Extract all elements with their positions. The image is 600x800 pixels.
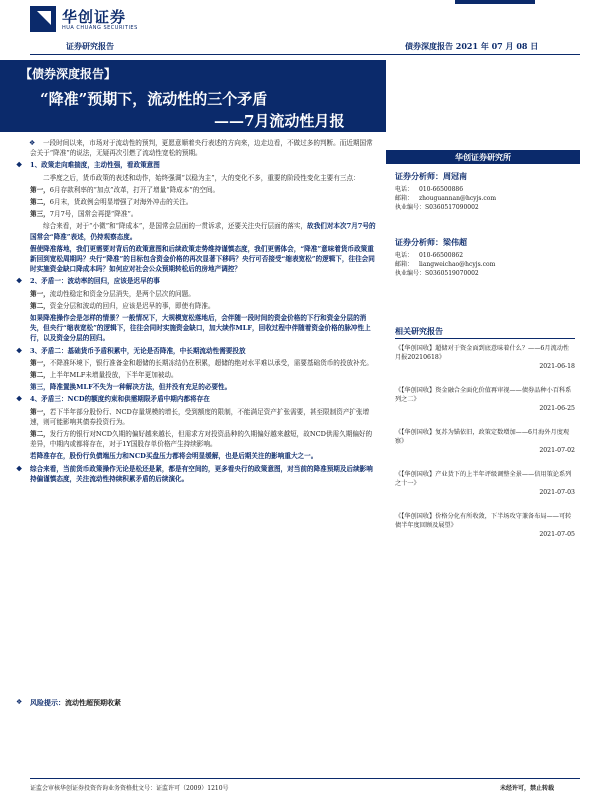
title-block (0, 60, 386, 132)
related-report-item[interactable]: 《【华创国收】复苏为锚依旧，政策定数增加——6月海外月度观察》 2021-07-02 (395, 429, 575, 454)
paragraph: 第一，若下半年部分股份行、NCD存量规模的增长，受到额度的限制，不能满足资产扩张需要，甚至限制资产扩张增速，则可能影响其债券投资行为。 (30, 407, 370, 426)
paragraph: 第二，上半年MLF未增量投放，下半年更加被动。 (30, 371, 178, 380)
top-tab-decoration (455, 0, 535, 4)
paragraph: 第一，不降准环境下，银行准备金和超储的长期冻结仍在积累，超储的绝对水平难以承受，需要基础货币的投放补充。 (30, 358, 373, 367)
main-body (16, 138, 378, 486)
related-report-item[interactable]: 《【华创国收】价格分化有所收敛，下半场攻守兼备布局——可转债半年度回顾及展望》 2021-07-05 (395, 513, 575, 538)
analyst-email[interactable]: 邮箱： zhouguannan@hcyjs.com (395, 195, 497, 202)
footer-license: 证监会审核华创证券投资咨询业务资格批文号：证监许可（2009）1210号 (30, 785, 229, 792)
footer-copyright: 未经许可，禁止转载 (500, 785, 555, 792)
paragraph: 第三，7月7号，国常会再提“降准”。 (30, 210, 138, 219)
paragraph: 假使降准落地，我们更需要对背后的政策意图和后续政策走势维持谨慎态度，我们更需体会，“降准”意味着货币政策重新回到宽松周期吗？央行“降准”的目标包含资金价格的再次显著下移吗？央行可否接受“缩表宽松”的逻辑下，往往会同时实施资金缺口降成本吗？如何应对社会公众预期转松后的房地产调控？ (30, 244, 375, 274)
paragraph: 二季度之后，货币政策的表述和动作，始终强调“以稳为主”，大的变化不多，重要的阶段性变化主要有三点： (43, 173, 360, 182)
analyst-email[interactable]: 邮箱： liangweichao@hcyjs.com (395, 261, 496, 268)
header-divider (30, 54, 580, 55)
analyst-cert: 执业编号：S0360519070002 (395, 270, 479, 277)
bullet-icon: ❖ (16, 698, 23, 706)
related-divider (395, 338, 575, 339)
paragraph: 如果降准操作会是怎样的情景？一般情况下，大规模宽松落地后，会伴随一段时间的资金价格的下行和资金分层的消失，但央行“缩表宽松”的逻辑下，往往会同时实施资金缺口，加大续作MLF，回收过程中伴随着资金价格的脉冲性上行，以及资金分层的回归。 (30, 314, 371, 343)
section-heading: ❖ 2、矛盾一：波动率的回归，应该是迟早的事 (16, 276, 160, 286)
related-report-item[interactable]: 《【华创国收】超储对于资金面到底意味着什么？——6月流动性月报20210618》 2021-06-18 (395, 345, 575, 370)
paragraph: 第二，资金分层和波动的回归，应该是迟早的事，即使有降准。 (30, 301, 215, 310)
report-date: 债券深度报告 2021 年 07 月 08 日 (405, 41, 539, 51)
title-tag: 【债券深度报告】 (20, 67, 117, 81)
paragraph: 若降准存在，股份行负债端压力和NCD买盘压力都将会明显缓解，也是后期关注的影响重大之一。 (30, 452, 318, 461)
risk-warning: ❖ 风险提示：流动性超预期收紧 (16, 698, 121, 707)
analyst-card (395, 172, 575, 212)
bullet-icon: ❖ (16, 463, 23, 473)
report-type: 证券研究报告 (66, 41, 114, 51)
analyst-phone: 电话： 010-66500862 (395, 252, 464, 259)
sidebar-header: 华创证券研究所 (386, 150, 580, 164)
footer-divider (30, 778, 580, 779)
section-heading: ❖ 4、矛盾三：NCD的额度约束和供需期限矛盾中期内都将存在 (16, 394, 210, 404)
section-heading: ❖ 3、矛盾二：基础货币予盾积累中，无论是否降准，中长期流动性需要投放 (16, 345, 246, 355)
paragraph: ❖ 综合来看，当前货币政策操作无论是松还是紧，都是有空间的，更多看央行的政策意图，对当前的降准预期及后续影响持偏谨慎态度，关注流动性持续积累矛盾的后续演化。 (16, 463, 373, 483)
bullet-icon: ❖ (16, 345, 23, 355)
related-report-item[interactable]: 《【华创国收】资金融合全面化价值再审视——债券品种小百科系列之二》 2021-06-25 (395, 387, 575, 412)
paragraph: 第二，6月末，货政例会明显增强了对海外冲击的关注。 (30, 198, 193, 207)
bullet-icon: ❖ (16, 394, 23, 404)
title-line1: “降准”预期下，流动性的三个矛盾 (40, 90, 268, 108)
related-report-item[interactable]: 《【华创国收】产业货下的上半年评级调整全景——信用策论系列之十一》 2021-07-03 (395, 471, 575, 496)
logo-en: HUA CHUANG SECURITIES (62, 25, 138, 31)
analyst-title: 证券分析师：周冠南 (395, 171, 467, 181)
logo-cn: 华创证券 (62, 8, 127, 26)
analyst-phone: 电话： 010-66500886 (395, 186, 464, 193)
paragraph: 第一，6月存款利率的“加点”改革，打开了增量“降成本”的空间。 (30, 185, 220, 194)
bullet-icon: ❖ (16, 276, 23, 286)
company-logo (30, 6, 140, 40)
paragraph: ❖ 一段时间以来，市场对于流动性的预判，更愿意顺着央行表述的方向来，边走边看，不做过多的判断。而近期国常会关于“降准”的说法，无疑再次引燃了流动性宽松的预期。 (30, 138, 378, 158)
related-research-title: 相关研究报告 (395, 326, 443, 336)
paragraph: 第一，流动性稳定和资金分层消失，是两个层次的问题。 (30, 289, 195, 298)
title-line2: ——7月流动性月报 (214, 112, 345, 130)
paragraph: 综合来看，对于“小微”和“降成本”，是国常会层面的一贯诉求，还要关注央行层面的落实，故我们对本次7月7号的国常会“降准”表述，仍持观察态度。 (30, 222, 376, 241)
paragraph: 第二，发行方的银行对NCD久期的偏好越来越长，但需求方对投资品种的久期偏好越来越短，故NCD供需久期偏好的差异，中期内或都将存在，对于1Y国股存单价格产生持续影响。 (30, 430, 373, 449)
bullet-icon: ❖ (16, 160, 23, 170)
analyst-card (395, 238, 575, 278)
bullet-icon: ❖ (29, 139, 36, 147)
analyst-cert: 执业编号：S0360517090002 (395, 204, 479, 211)
section-heading: ❖ 1、政策走向难揣度，主动性强，看政策意图 (16, 160, 160, 170)
logo-mark-icon (30, 6, 56, 32)
paragraph: 第三，降准置换MLF不失为一种解决方法，但并没有充足的必要性。 (30, 383, 232, 392)
analyst-title: 证券分析师：梁伟超 (395, 237, 467, 247)
